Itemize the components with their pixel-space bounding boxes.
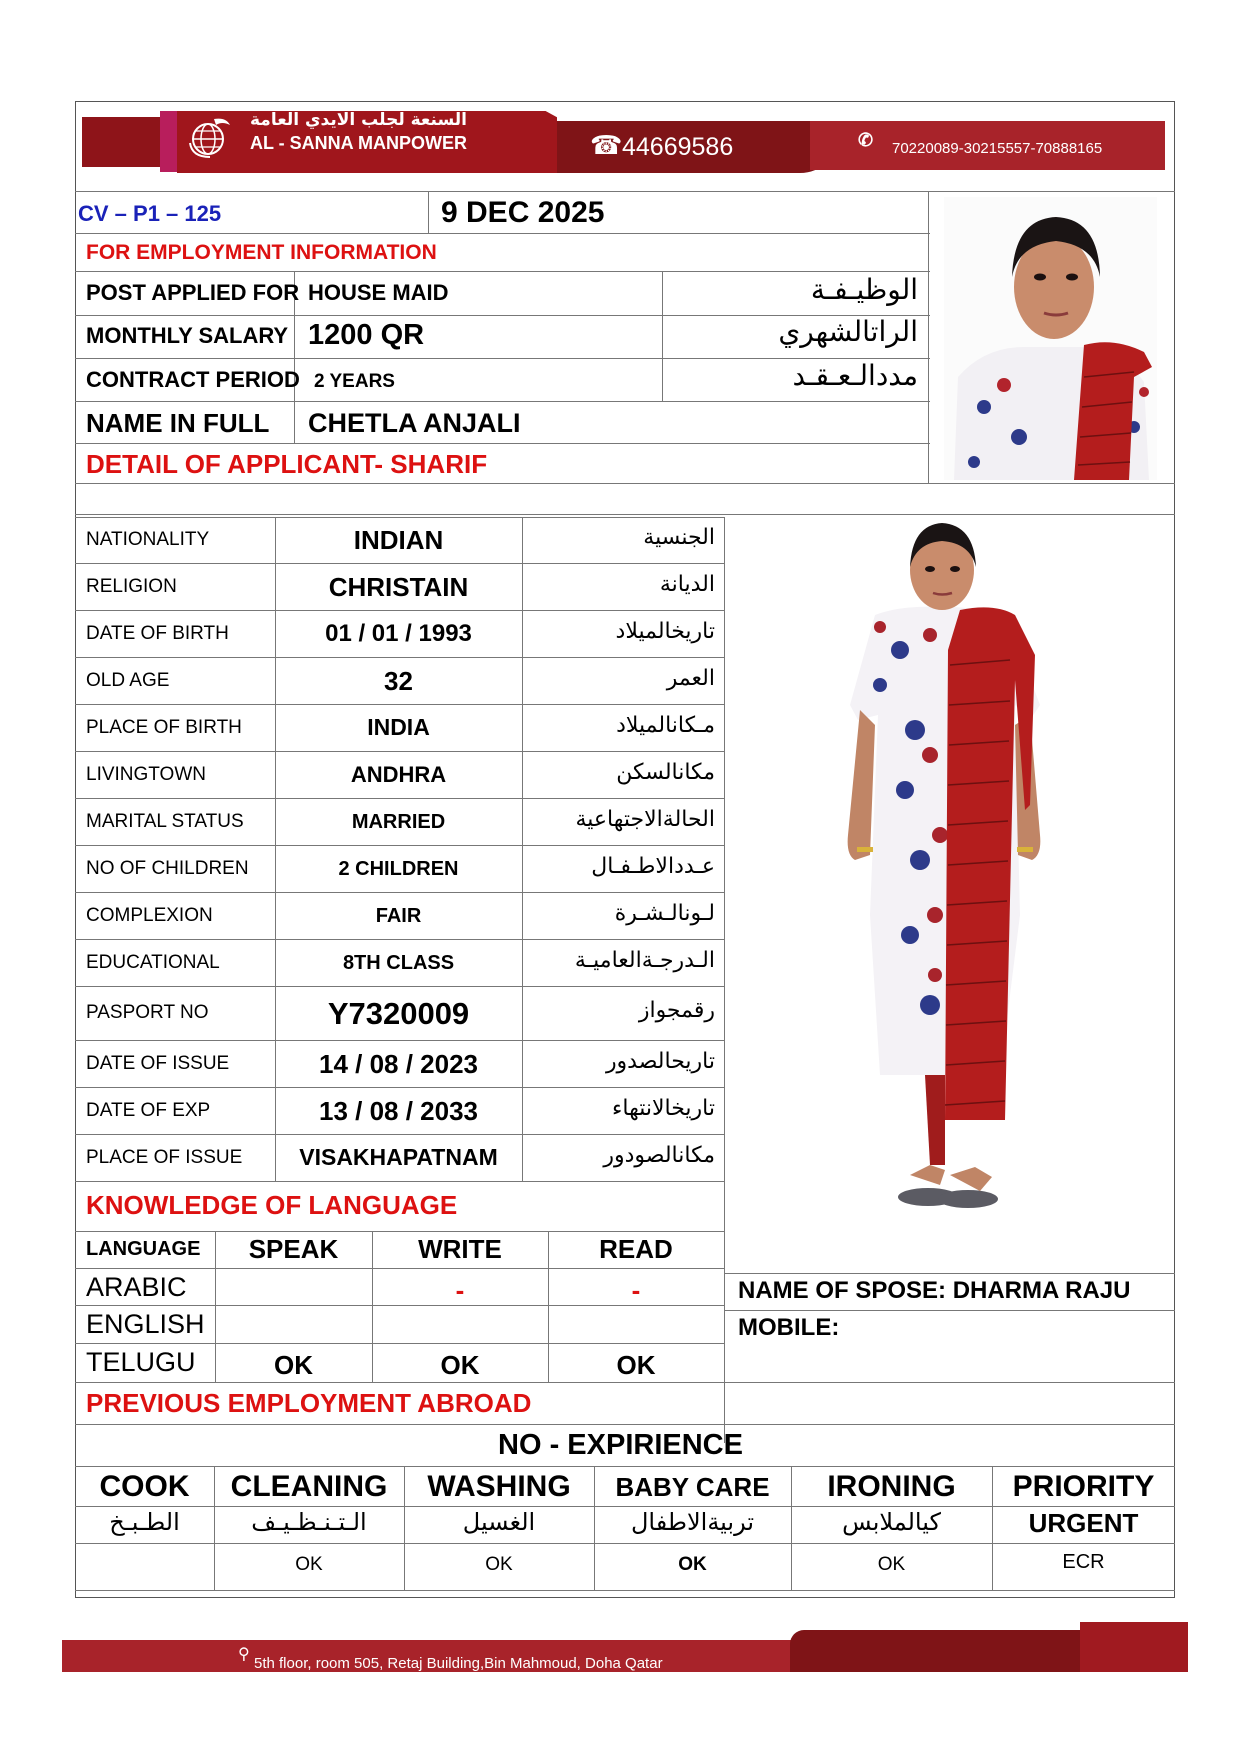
divider xyxy=(75,271,930,272)
language-read: OK xyxy=(616,1350,656,1380)
field-value: 01 / 01 / 1993 xyxy=(325,619,472,647)
applicant-row xyxy=(75,939,725,986)
field-label: NO OF CHILDREN xyxy=(86,857,249,879)
field-value: FAIR xyxy=(375,904,422,927)
field-value: CHRISTAIN xyxy=(328,571,469,602)
skill-label: BABY CARE xyxy=(615,1472,770,1502)
full-body-image xyxy=(730,515,1174,1260)
skill-label: IRONING xyxy=(827,1470,956,1503)
field-value: ANDHRA xyxy=(350,761,447,787)
divider xyxy=(75,1543,1175,1544)
divider xyxy=(75,401,930,402)
field-value: VISAKHAPATNAM xyxy=(299,1144,498,1170)
priority-label: PRIORITY xyxy=(1012,1470,1155,1503)
priority-value: URGENT xyxy=(1028,1508,1139,1538)
skill-status: OK xyxy=(295,1554,323,1575)
field-label: NATIONALITY xyxy=(86,529,210,550)
applicant-row xyxy=(75,1040,725,1087)
field-label: PLACE OF ISSUE xyxy=(86,1146,243,1168)
applicant-row xyxy=(75,798,725,845)
skill-label: CLEANING xyxy=(230,1470,388,1503)
field-label-arabic: العمر xyxy=(666,665,715,691)
applicant-row xyxy=(75,704,725,751)
language-write: OK xyxy=(440,1350,480,1380)
footer-right-band xyxy=(1080,1622,1188,1672)
phone-number: 44669586 xyxy=(622,133,734,161)
field-value: 32 xyxy=(384,665,413,696)
language-header: WRITE xyxy=(418,1234,502,1264)
field-label-arabic: مددالـعـقـد xyxy=(792,359,918,392)
divider xyxy=(75,233,930,234)
field-value: Y7320009 xyxy=(327,995,470,1031)
language-speak: OK xyxy=(274,1350,313,1380)
language-name: ENGLISH xyxy=(86,1309,205,1339)
applicant-row xyxy=(75,751,725,798)
field-label-arabic: لـونالـشـرة xyxy=(614,900,715,926)
skill-label-arabic: تربيةالاطفال xyxy=(630,1508,755,1536)
banner-left-band xyxy=(82,117,162,167)
divider xyxy=(75,1181,725,1182)
divider xyxy=(75,443,930,444)
telephone-icon: ☎ xyxy=(590,130,623,160)
field-label: COMPLEXION xyxy=(86,904,213,926)
cv-date: 9 DEC 2025 xyxy=(441,196,605,229)
field-label: CONTRACT PERIOD xyxy=(86,367,300,392)
field-label-arabic: تاريخالميلاد xyxy=(615,618,715,644)
field-label-arabic: عـددالاطـفـال xyxy=(591,853,715,879)
mobile-numbers: 70220089-30215557-70888165 xyxy=(892,140,1103,157)
applicant-row xyxy=(75,610,725,657)
skill-label-arabic: الطـبـخ xyxy=(109,1508,180,1536)
skill-label: COOK xyxy=(99,1470,190,1503)
applicant-row xyxy=(75,1134,725,1181)
skill-status: OK xyxy=(485,1554,513,1575)
field-value: 2 CHILDREN xyxy=(338,857,459,880)
banner-pink-stripe xyxy=(160,111,177,172)
divider xyxy=(75,1268,725,1269)
divider xyxy=(428,191,429,233)
divider xyxy=(75,1231,725,1232)
field-label-arabic: الديانة xyxy=(659,571,715,597)
divider xyxy=(75,1506,1175,1507)
divider xyxy=(75,1343,725,1344)
field-label-arabic: الـدرجـةالعاميـة xyxy=(574,947,715,973)
priority-note: ECR xyxy=(1062,1551,1105,1573)
field-label-arabic: الحالةالاجتهاعية xyxy=(575,806,715,832)
field-label: DATE OF ISSUE xyxy=(86,1052,230,1074)
field-label: LIVINGTOWN xyxy=(86,763,206,785)
full-name-value: CHETLA ANJALI xyxy=(308,408,521,438)
language-header: LANGUAGE xyxy=(86,1238,201,1260)
field-label-arabic: الراتالشهري xyxy=(778,315,918,348)
field-label-arabic: مكانالصودور xyxy=(603,1142,715,1168)
field-label: PASPORT NO xyxy=(86,1002,209,1023)
experience-summary: NO - EXPIRIENCE xyxy=(498,1429,743,1461)
spouse-name: NAME OF SPOSE: DHARMA RAJU xyxy=(738,1277,1131,1304)
field-label: OLD AGE xyxy=(86,669,170,691)
field-label: PLACE OF BIRTH xyxy=(86,716,242,738)
field-label: DATE OF EXP xyxy=(86,1099,211,1121)
skill-label-arabic: الغسيل xyxy=(462,1508,536,1536)
company-name: AL - SANNA MANPOWER xyxy=(250,133,467,153)
mobile-phone-icon: ✆ xyxy=(858,130,874,150)
applicant-row xyxy=(75,845,725,892)
language-read: - xyxy=(631,1275,641,1305)
field-label-arabic: تاريحالصدور xyxy=(605,1048,715,1074)
divider xyxy=(75,1424,1175,1425)
divider xyxy=(75,1305,725,1306)
applicant-row xyxy=(75,892,725,939)
divider xyxy=(75,483,1175,484)
section-title-previous-employment: PREVIOUS EMPLOYMENT ABROAD xyxy=(86,1388,532,1418)
portrait-image xyxy=(944,197,1157,480)
company-name-arabic: السنعة لجلب الايدي العامة xyxy=(250,110,467,130)
applicant-row xyxy=(75,657,725,704)
field-label-arabic: الوظيـفـة xyxy=(810,273,918,306)
field-label: EDUCATIONAL xyxy=(86,951,220,973)
section-title-language: KNOWLEDGE OF LANGUAGE xyxy=(86,1190,458,1220)
skill-label-arabic: كيالملابس xyxy=(842,1508,941,1536)
divider xyxy=(75,191,1175,192)
divider xyxy=(724,1310,1175,1311)
portrait-photo xyxy=(944,197,1157,480)
field-label-arabic: مـكانالميلاد xyxy=(616,712,715,738)
section-title-employment: FOR EMPLOYMENT INFORMATION xyxy=(86,241,437,264)
field-label-arabic: مكانالسكن xyxy=(616,759,715,785)
field-value: MARRIED xyxy=(351,810,446,833)
section-title-applicant: DETAIL OF APPLICANT- SHARIF xyxy=(86,449,488,479)
field-value: 13 / 08 / 2033 xyxy=(318,1095,479,1126)
cv-reference: CV – P1 – 125 xyxy=(78,201,222,226)
language-name: ARABIC xyxy=(86,1272,187,1302)
skill-label: WASHING xyxy=(427,1470,571,1503)
divider xyxy=(928,191,929,483)
field-label-arabic: تاريخالانتهاء xyxy=(612,1095,715,1121)
field-label: DATE OF BIRTH xyxy=(86,622,229,644)
divider xyxy=(75,1466,1175,1467)
language-name: TELUGU xyxy=(86,1347,196,1377)
skill-status: OK xyxy=(877,1554,906,1575)
field-label: POST APPLIED FOR xyxy=(86,280,300,305)
language-header: READ xyxy=(599,1234,673,1264)
field-label: NAME IN FULL xyxy=(86,408,270,438)
globe-logo-icon xyxy=(186,113,234,161)
language-write: - xyxy=(455,1275,465,1305)
field-label-arabic: الجنسية xyxy=(643,525,715,550)
field-label: MONTHLY SALARY xyxy=(86,323,289,348)
language-header: SPEAK xyxy=(248,1234,339,1264)
divider xyxy=(724,1273,1175,1274)
field-value: INDIA xyxy=(367,714,430,740)
footer-dark-band xyxy=(790,1630,1080,1672)
field-value: 2 YEARS xyxy=(314,371,395,392)
applicant-row xyxy=(75,1087,725,1134)
location-pin-icon: ⚲ xyxy=(238,1646,250,1663)
field-value: HOUSE MAID xyxy=(308,280,449,305)
skill-status: OK xyxy=(678,1554,707,1575)
field-label: RELIGION xyxy=(86,575,177,597)
applicant-row xyxy=(75,986,725,1040)
field-value: INDIAN xyxy=(353,525,444,555)
field-label-arabic: رقمجواز xyxy=(638,998,715,1023)
field-value: 1200 QR xyxy=(308,319,425,351)
divider xyxy=(75,1590,1175,1591)
field-label: MARITAL STATUS xyxy=(86,810,244,832)
field-value: 8TH CLASS xyxy=(342,951,455,974)
divider xyxy=(75,1382,1175,1383)
spouse-mobile: MOBILE: xyxy=(738,1314,840,1341)
full-body-photo xyxy=(730,515,1174,1260)
applicant-row xyxy=(75,517,725,563)
applicant-row xyxy=(75,563,725,610)
skill-label-arabic: الـتـنـظـيـف xyxy=(251,1508,367,1536)
field-value: 14 / 08 / 2023 xyxy=(318,1048,479,1079)
divider xyxy=(662,271,663,401)
footer-address: 5th floor, room 505, Retaj Building,Bin Mahmoud, Doha Qatar xyxy=(254,1655,663,1672)
